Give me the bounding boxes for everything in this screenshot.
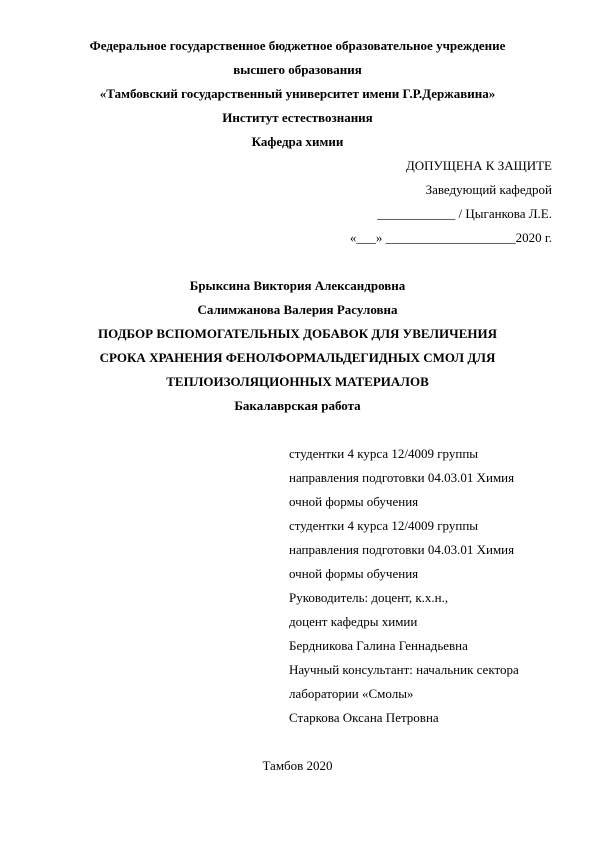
footer-city-year: Тамбов 2020 xyxy=(262,758,333,773)
info-line: направления подготовки 04.03.01 Химия xyxy=(289,470,515,485)
header-organization-line1: Федеральное государственное бюджетное образовательное учреждение xyxy=(89,38,506,53)
supervisor-name: Бердникова Галина Геннадьевна xyxy=(289,638,468,653)
header-university: «Тамбовский государственный университет имени Г.Р.Державина» xyxy=(99,86,496,101)
info-line: очной формы обучения xyxy=(289,566,419,581)
header-organization-line2: высшего образования xyxy=(233,62,362,77)
author-2: Салимжанова Валерия Расуловна xyxy=(197,302,398,317)
approval-position: Заведующий кафедрой xyxy=(425,182,552,197)
consultant-line: лаборатории «Смолы» xyxy=(289,686,414,701)
supervisor-line: Руководитель: доцент, к.х.н., xyxy=(289,590,449,605)
info-line: направления подготовки 04.03.01 Химия xyxy=(289,542,515,557)
author-1: Брыксина Виктория Александровна xyxy=(189,278,406,293)
header-department: Кафедра химии xyxy=(251,134,344,149)
approval-title: ДОПУЩЕНА К ЗАЩИТЕ xyxy=(405,158,552,173)
info-line: студентки 4 курса 12/4009 группы xyxy=(289,518,479,533)
header-institute: Институт естествознания xyxy=(222,110,373,125)
thesis-title-line3: ТЕПЛОИЗОЛЯЦИОННЫХ МАТЕРИАЛОВ xyxy=(166,374,429,389)
work-type: Бакалаврская работа xyxy=(234,398,361,413)
supervisor-line: доцент кафедры химии xyxy=(289,614,418,629)
consultant-line: Научный консультант: начальник сектора xyxy=(289,662,519,677)
info-line: очной формы обучения xyxy=(289,494,419,509)
info-line: студентки 4 курса 12/4009 группы xyxy=(289,446,479,461)
consultant-name: Старкова Оксана Петровна xyxy=(289,710,439,725)
thesis-title-line1: ПОДБОР ВСПОМОГАТЕЛЬНЫХ ДОБАВОК ДЛЯ УВЕЛИЧЕНИЯ xyxy=(98,326,497,341)
thesis-title-line2: СРОКА ХРАНЕНИЯ ФЕНОЛФОРМАЛЬДЕГИДНЫХ СМОЛ ДЛЯ xyxy=(99,350,496,365)
approval-date: «___» ____________________2020 г. xyxy=(349,230,552,245)
approval-signature: ____________ / Цыганкова Л.Е. xyxy=(377,206,552,221)
